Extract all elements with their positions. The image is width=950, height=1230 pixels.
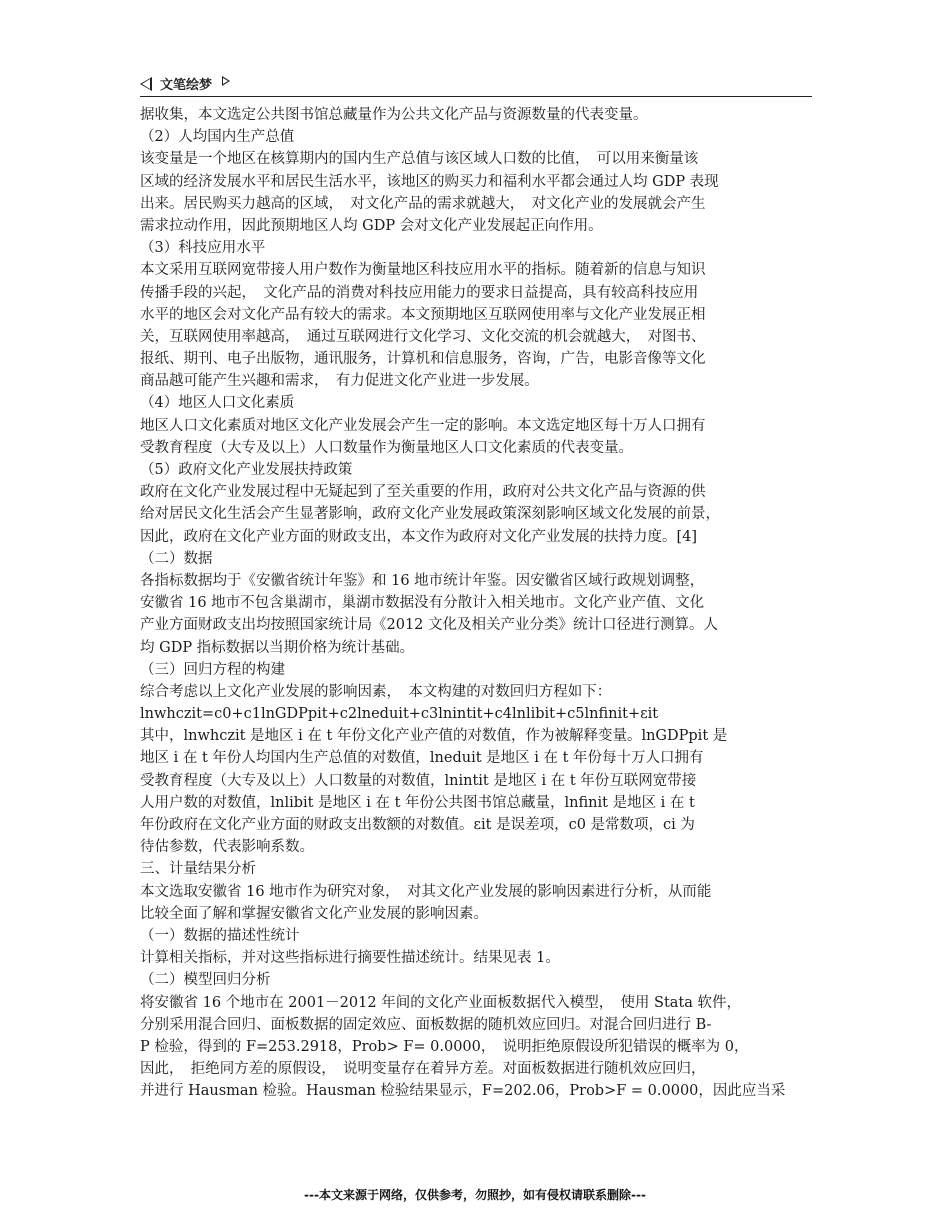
text-line: 关，互联网使用率越高， 通过互联网进行文化学习、文化交流的机会就越大， 对图书、 xyxy=(140,328,706,345)
text-line: 各指标数据均于《安徽省统计年鉴》和 16 地市统计年鉴。因安徽省区域行政规划调整， xyxy=(140,572,705,589)
text-line: 商品越可能产生兴趣和需求， 有力促进文化产业进一步发展。 xyxy=(140,373,539,390)
text-line: 本文选取安徽省 16 地市作为研究对象， 对其文化产业发展的影响因素进行分析，从而能 xyxy=(140,883,712,900)
triangle-left-icon xyxy=(140,77,152,91)
text-line: （5）政府文化产业发展扶持政策 xyxy=(140,462,353,478)
text-line: 政府在文化产业发展过程中无疑起到了至关重要的作用，政府对公共文化产品与资源的供 xyxy=(140,484,706,501)
footer-disclaimer: ---本文来源于网络，仅供参考，勿照抄，如有侵权请联系删除--- xyxy=(304,1188,646,1202)
text-line: 比较全面了解和掌握安徽省文化产业发展的影响因素。 xyxy=(140,905,488,922)
text-line: 产业方面财政支出均按照国家统计局《2012 文化及相关产业分类》统计口径进行测算。人 xyxy=(140,617,719,634)
text-line: 地区人口文化素质对地区文化产业发展会产生一定的影响。本文选定地区每十万人口拥有 xyxy=(140,417,706,434)
text-line: 其中，lnwhczit 是地区 i 在 t 年份文化产业产值的对数值，作为被解释变量。lnGDPpit 是 xyxy=(140,728,728,745)
page-header xyxy=(140,72,812,97)
text-line: 受教育程度（大专及以上）人口数量的对数值，lnintit 是地区 i 在 t 年份互联网宽带接 xyxy=(140,772,697,789)
text-line: 安徽省 16 地市不包含巢湖市，巢湖市数据没有分散计入相关地市。文化产业产值、文化 xyxy=(140,595,705,612)
text-line: （二）数据 xyxy=(140,550,213,567)
text-line: 因此，政府在文化产业方面的财政支出，本文作为政府对文化产业发展的扶持力度。[4] xyxy=(140,528,698,545)
text-line: 并进行 Hausman 检验。Hausman 检验结果显示，F=202.06，Prob>F = 0.0000，因此应当采 xyxy=(140,1083,786,1100)
text-line: 受教育程度（大专及以上）人口数量作为衡量地区人口文化素质的代表变量。 xyxy=(140,439,633,456)
text-line: （一）数据的描述性统计 xyxy=(140,927,300,944)
brand-text: 文笔绘梦 xyxy=(160,78,213,93)
text-line: 传播手段的兴起， 文化产品的消费对科技应用能力的要求日益提高，具有较高科技应用 xyxy=(140,284,699,301)
text-line: 报纸、期刊、电子出版物，通讯服务，计算机和信息服务，咨询，广告，电影音像等文化 xyxy=(140,351,706,368)
text-line: 待估参数，代表影响系数。 xyxy=(140,839,314,856)
text-line: （二）模型回归分析 xyxy=(140,972,271,989)
header-brand xyxy=(140,74,230,93)
text-line: 据收集，本文选定公共图书馆总藏量作为公共文化产品与资源数量的代表变量。 xyxy=(140,107,648,123)
text-line: 给对居民文化生活会产生显著影响，政府文化产业发展政策深刻影响区域文化发展的前景， xyxy=(140,506,720,523)
text-line: （4）地区人口文化素质 xyxy=(140,395,295,412)
text-line: 水平的地区会对文化产品有较大的需求。本文预期地区互联网使用率与文化产业发展正相 xyxy=(140,306,706,323)
document-body xyxy=(140,104,812,1102)
text-line: 区域的经济发展水平和居民生活水平，该地区的购买力和福利水平都会通过人均 GDP 表现 xyxy=(140,173,719,190)
text-line: 地区 i 在 t 年份人均国内生产总值的对数值，lneduit 是地区 i 在 t 年份每十万人口拥有 xyxy=(140,750,704,767)
text-line: 出来。居民购买力越高的区域， 对文化产品的需求就越大， 对文化产业的发展就会产生 xyxy=(140,195,706,212)
text-line: （2）人均国内生产总值 xyxy=(140,129,295,146)
triangle-right-icon xyxy=(222,76,230,86)
text-line: 人用户数的对数值，lnlibit 是地区 i 在 t 年份公共图书馆总藏量，lnfinit 是地区 i 在 t xyxy=(140,794,695,811)
text-line: lnwhczit=c0+c1lnGDPpit+c2lneduit+c3lnintit+c4lnlibit+c5lnfinit+εit xyxy=(140,706,659,723)
text-line: 将安徽省 16 个地市在 2001－2012 年间的文化产业面板数据代入模型， 使用 Stata 软件， xyxy=(140,994,742,1011)
text-line: 综合考虑以上文化产业发展的影响因素， 本文构建的对数回归方程如下： xyxy=(140,683,612,700)
text-line: 计算相关指标，并对这些指标进行摘要性描述统计。结果见表 1。 xyxy=(140,950,560,967)
text-line: P 检验，得到的 F=253.2918，Prob> F= 0.0000， 说明拒绝原假设所犯错误的概率为 0， xyxy=(140,1038,749,1055)
text-line: 需求拉动作用，因此预期地区人均 GDP 会对文化产业发展起正向作用。 xyxy=(140,217,603,234)
text-line: 该变量是一个地区在核算期内的国内生产总值与该区域人口数的比值， 可以用来衡量该 xyxy=(140,151,699,168)
text-line: 年份政府在文化产业方面的财政支出数额的对数值。εit 是误差项，c0 是常数项，ci 为 xyxy=(140,817,695,833)
text-line: （三）回归方程的构建 xyxy=(140,661,285,678)
text-line: 三、计量结果分析 xyxy=(140,861,256,878)
text-line: 均 GDP 指标数据以当期价格为统计基础。 xyxy=(140,639,415,656)
text-line: 本文采用互联网宽带接人用户数作为衡量地区科技应用水平的指标。随着新的信息与知识 xyxy=(140,262,706,279)
text-line: （3）科技应用水平 xyxy=(140,240,266,257)
text-line: 分别采用混合回归、面板数据的固定效应、面板数据的随机效应回归。对混合回归进行 B- xyxy=(140,1016,712,1033)
text-line: 因此， 拒绝同方差的原假设， 说明变量存在着异方差。对面板数据进行随机效应回归， xyxy=(140,1061,706,1078)
